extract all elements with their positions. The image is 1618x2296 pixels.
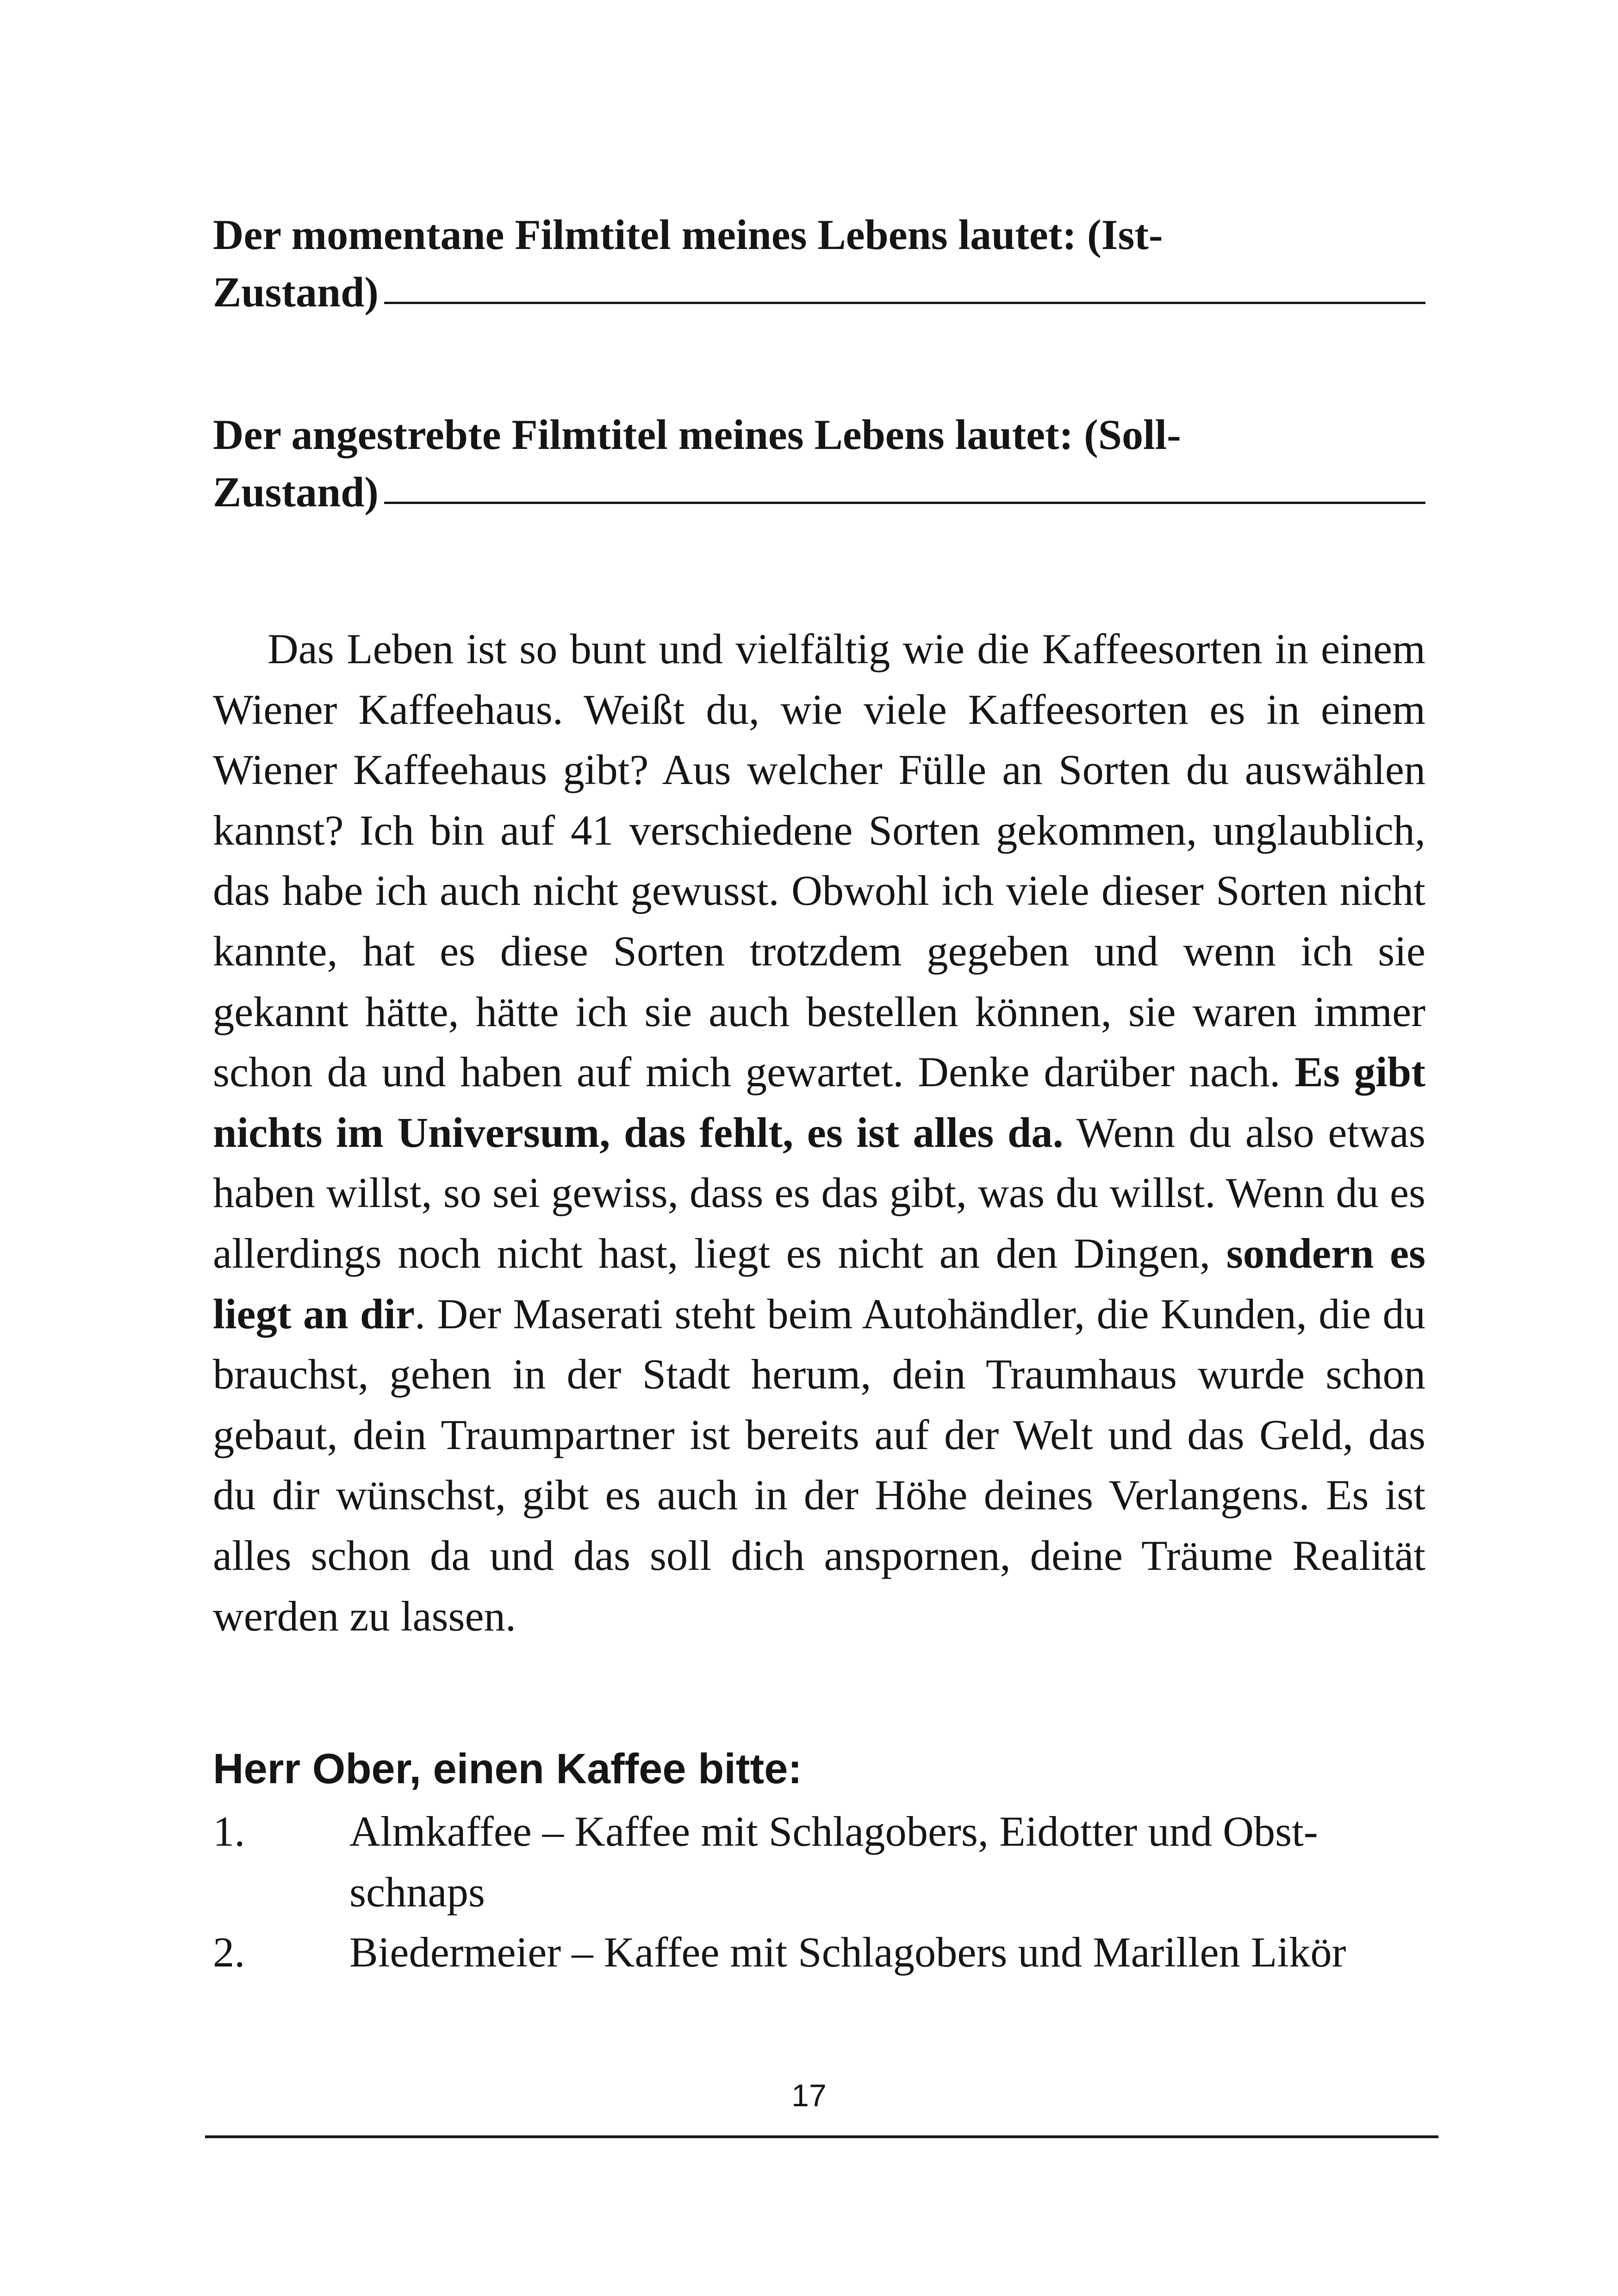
paragraph-text-3: . Der Maserati steht beim Autohändler, die Kunden, die du brauchst, gehen in der Stadt herum, dein Traumhaus wurde schon gebaut, dein Traumpartner ist bereits auf der Welt und das Geld, das du dir wünschst, gibt es auch in der Höhe deines Verlangens. Es ist alles schon da und das soll dich anspornen, deine Träume Realität werden zu lassen. [213, 1290, 1425, 1640]
soll-answer-blank-line [384, 502, 1425, 504]
prompt-ist-line1: Der momentane Filmtitel meines Lebens lautet: (Ist- [213, 211, 1163, 258]
list-item-text: Biedermeier – Kaffee mit Schlagobers und Marillen Likör [349, 1929, 1346, 1977]
paragraph-text-2: Wenn du also etwas haben willst, so sei gewiss, dass es das gibt, was du willst. Wenn du es allerdings noch nicht hast, liegt es nicht an den Dingen, [213, 1109, 1425, 1277]
page-number: 17 [791, 2078, 827, 2113]
ist-answer-blank-line [384, 302, 1425, 304]
body-paragraph [213, 619, 1425, 1647]
prompt-soll-line1: Der angestrebte Filmtitel meines Lebens lautet: (Soll- [213, 411, 1181, 458]
section-heading: Herr Ober, einen Kaffee bitte: [213, 1745, 802, 1792]
list-item-number: 2. [213, 1929, 245, 1977]
paragraph-bold-2: sondern es liegt an dir [213, 1230, 1425, 1338]
prompt-soll-line2: Zustand) [213, 468, 379, 516]
list-item [213, 1802, 1435, 1923]
list-item-text: Almkaffee – Kaffee mit Schlagobers, Eidotter und Obstschnaps [349, 1808, 1318, 1916]
coffee-list [213, 1802, 1435, 1983]
footer-divider [205, 2135, 1438, 2138]
paragraph-bold-1: Es gibt nichts im Universum, das fehlt, es ist alles da. [213, 1049, 1425, 1157]
paragraph-text-1: Das Leben ist so bunt und vielfältig wie die Kaffeesorten in einem Wiener Kaffeehaus. Weißt du, wie viele Kaffeesorten es in einem Wiener Kaffeehaus gibt? Aus welcher Fülle an Sorten du auswählen kannst? Ich bin auf 41 verschiedene Sorten gekommen, unglaublich, das habe ich auch nicht gewusst. Obwohl ich viele dieser Sorten nicht kannte, hat es diese Sorten trotzdem gegeben und wenn ich sie gekannt hätte, hätte ich sie auch bestellen können, sie waren immer schon da und haben auf mich gewartet. Denke darüber nach. [213, 626, 1425, 1096]
prompt-ist-line2: Zustand) [213, 268, 379, 316]
list-item-number: 1. [213, 1808, 245, 1855]
list-item [213, 1923, 1435, 1983]
